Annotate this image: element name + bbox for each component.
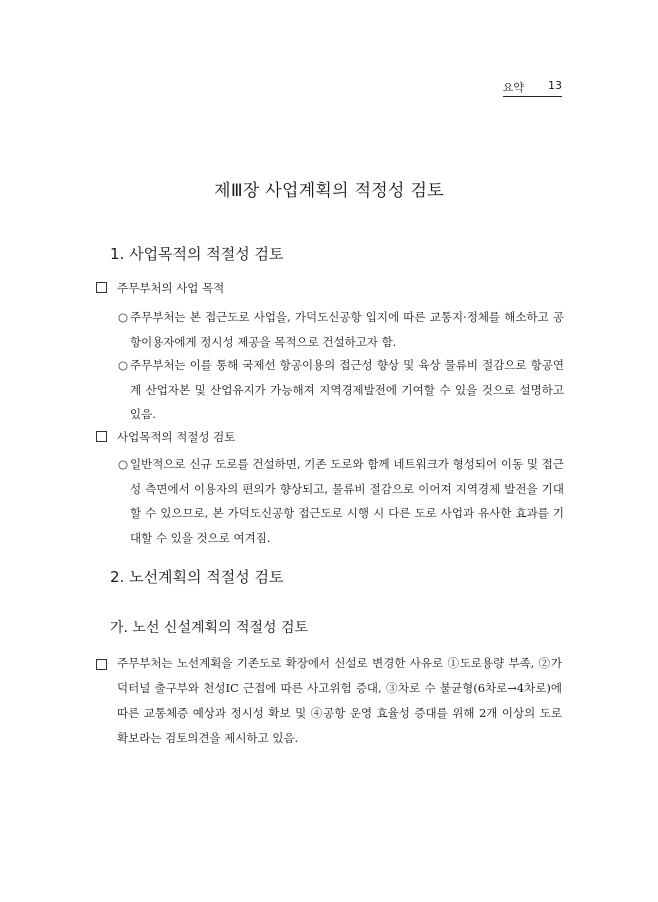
section1-item2 [96, 425, 566, 449]
section2-subheading: 가. 노선 신설계획의 적절성 검토 [110, 620, 309, 636]
section1-item2-bullet-1 [118, 452, 564, 550]
section1-item1-label: 주무부처의 사업 목적 [117, 281, 225, 295]
page-header [503, 79, 562, 97]
bullet-text: 일반적으로 신규 도로를 건설하면, 기존 도로와 함께 네트워크가 형성되어 이동 및 접근성 측면에서 이용자의 편의가 향상되고, 물류비 절감으로 이어져 지역경제 발전을 기대할 수 있으므로, 본 가덕도신공항 접근도로 시행 시 다른 도로 사업과 유사한 효과를 기대할 수 있을 것으로 여겨짐. [130, 457, 564, 545]
section1-heading: 1. 사업목적의 적절성 검토 [110, 245, 284, 263]
section2-heading: 2. 노선계획의 적절성 검토 [110, 568, 284, 586]
section1-item2-label: 사업목적의 적절성 검토 [117, 430, 236, 444]
circle-bullet-icon: ○ [118, 310, 129, 324]
bullet-text: 주무부처는 이를 통해 국제선 항공이용의 접근성 향상 및 육상 물류비 절감으로 항공연계 산업자본 및 산업유지가 가능해져 지역경제발전에 기여할 수 있을 것으로 설명하고 있음. [130, 358, 564, 421]
section1-item1 [96, 276, 566, 300]
page-number: 13 [548, 79, 562, 92]
empty-square-icon [96, 282, 107, 293]
empty-square-icon [96, 431, 107, 442]
circle-bullet-icon: ○ [118, 358, 129, 372]
paragraph-text: 주무부처는 노선계획을 기존도로 확장에서 신설로 변경한 사유로 ①도로용량 부족, ②가덕터널 출구부와 천성IC 근접에 따른 사고위험 증대, ③차로 수 불균형(6차로→4차로)에 따른 교통체증 예상과 정시성 확보 및 ④공항 운영 효율성 증대를 위해 2개 이상의 도로 확보라는 검토의견을 제시하고 있음. [117, 656, 562, 745]
circle-bullet-icon: ○ [118, 457, 129, 471]
empty-square-icon [96, 659, 107, 670]
chapter-title: 제Ⅲ장 사업계획의 적정성 검토 [214, 181, 444, 201]
header-label: 요약 [502, 81, 524, 94]
section1-item1-bullet-2 [118, 353, 564, 427]
bullet-text: 주무부처는 본 접근도로 사업을, 가덕도신공항 입지에 따른 교통지·정체를 해소하고 공항이용자에게 정시성 제공을 목적으로 건설하고자 함. [130, 310, 564, 349]
section2-paragraph [96, 651, 562, 751]
section1-item1-bullet-1 [118, 305, 564, 354]
